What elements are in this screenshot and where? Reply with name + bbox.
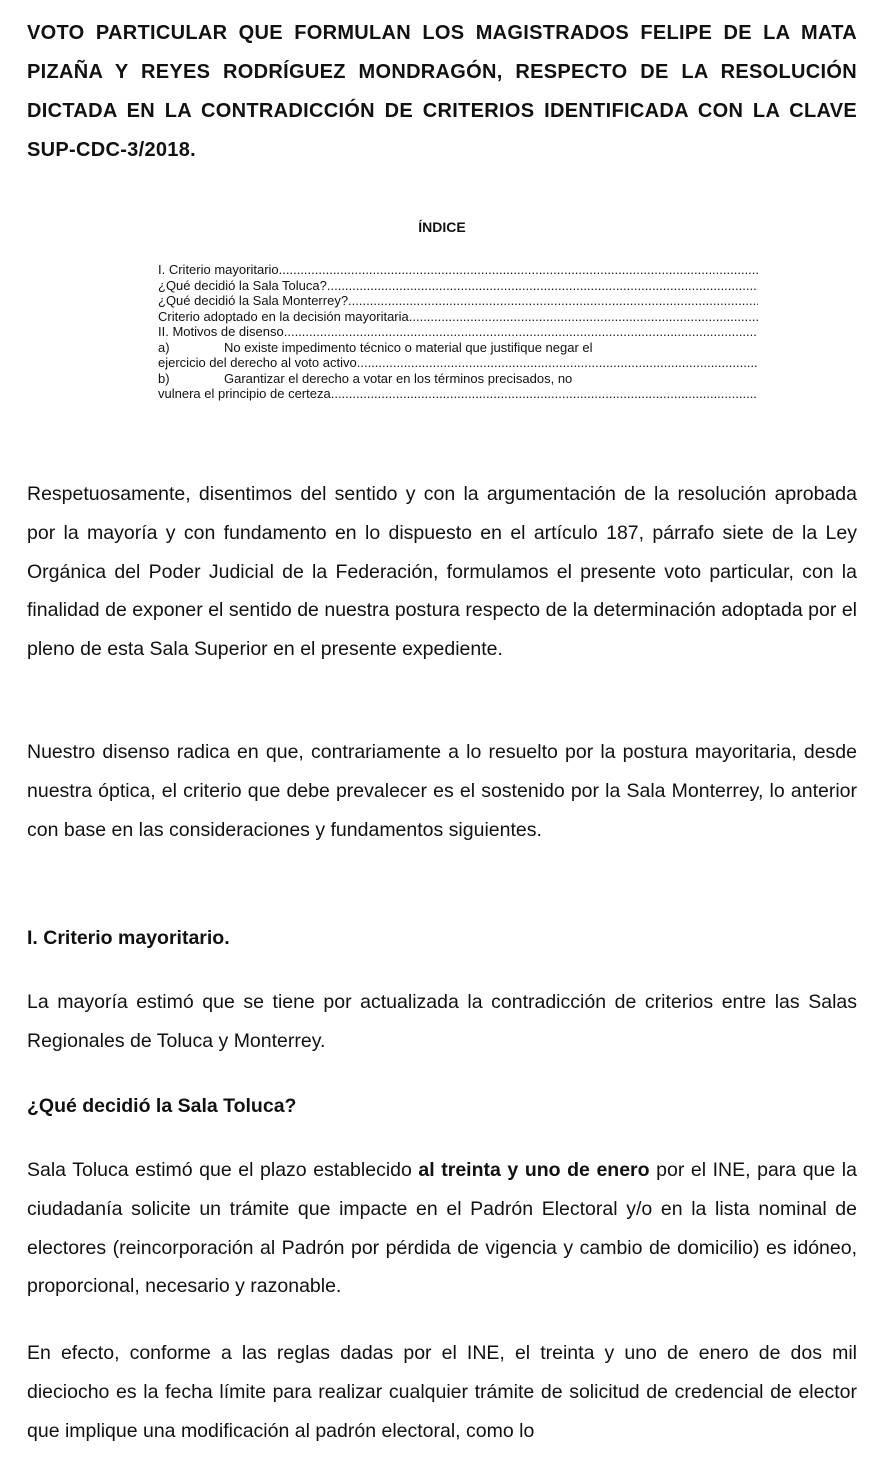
toc-entry-label: II. Motivos de disenso [158, 324, 284, 339]
toc-entry-label: ¿Qué decidió la Sala Monterrey? [158, 293, 349, 308]
toc-sub-text-continued: ejercicio del derecho al voto activo [158, 355, 357, 370]
toc-heading: ÍNDICE [418, 219, 466, 235]
toc-leader-dots [327, 278, 758, 294]
toc-entry-label: I. Criterio mayoritario [158, 262, 279, 277]
paragraph-text: por el INE, para que la ciudadanía solicite un trámite que impacte en el Padrón Electoral y/o en la lista nominal de electores (reincorporación al Padrón por pérdida de vigencia y cambio de domicilio) es idóneo, proporcional, necesario y razonable. [27, 1159, 857, 1298]
section-heading-criterio-mayoritario: I. Criterio mayoritario. [27, 927, 230, 949]
toc-entry-sala-toluca[interactable] [158, 278, 758, 294]
table-of-contents [158, 262, 758, 402]
paragraph-nuestro-disenso: Nuestro disenso radica en que, contrariamente a lo resuelto por la postura mayoritaria, desde nuestra óptica, el criterio que debe prevalecer es el sostenido por la Sala Monterrey, lo anterior con base en las consideraciones y fundamentos siguientes. [27, 741, 857, 841]
toc-entry-sala-monterrey[interactable] [158, 293, 758, 309]
toc-entry-sub-a[interactable] [158, 340, 758, 371]
paragraph-mayoria-estimo: La mayoría estimó que se tiene por actualizada la contradicción de criterios entre las Salas Regionales de Toluca y Monterrey. [27, 991, 857, 1052]
toc-entry-sub-b[interactable] [158, 371, 758, 402]
paragraph-respetuosamente: Respetuosamente, disentimos del sentido y con la argumentación de la resolución aprobada por la mayoría y con fundamento en lo dispuesto en el artículo 187, párrafo siete de la Ley Orgánica del Poder Judicial de la Federación, formulamos el presente voto particular, con la finalidad de exponer el sentido de nuestra postura respecto de la determinación adoptada por el pleno de esta Sala Superior en el presente expediente. [27, 483, 857, 661]
toc-leader-dots [409, 309, 758, 325]
paragraph-text: Sala Toluca estimó que el plazo establecido [27, 1159, 419, 1181]
toc-sub-label: b) [158, 370, 170, 386]
toc-entry-label: ¿Qué decidió la Sala Toluca? [158, 277, 327, 293]
toc-sub-label: a) [158, 339, 170, 355]
section-heading-sala-toluca: ¿Qué decidió la Sala Toluca? [27, 1095, 297, 1117]
toc-entry-criterio-mayoritario[interactable] [158, 262, 758, 278]
toc-sub-text: Garantizar el derecho a votar en los términos precisados, no [224, 370, 573, 386]
toc-leader-dots [348, 293, 758, 309]
emphasis-date: al treinta y uno de enero [418, 1159, 650, 1181]
toc-entry-motivos-disenso[interactable] [158, 324, 758, 340]
paragraph-en-efecto: En efecto, conforme a las reglas dadas por el INE, el treinta y uno de enero de dos mil dieciocho es la fecha límite para realizar cualquier trámite de solicitud de credencial de elector que implique una modificación al padrón electoral, como lo [27, 1342, 857, 1442]
toc-leader-dots [284, 324, 758, 340]
toc-entry-criterio-adoptado[interactable] [158, 309, 758, 325]
toc-sub-text: No existe impedimento técnico o material que justifique negar el [224, 339, 593, 355]
toc-sub-text-continued: vulnera el principio de certeza [158, 386, 331, 401]
toc-entry-label: Criterio adoptado en la decisión mayoritaria [158, 308, 409, 324]
toc-leader-dots [331, 386, 758, 402]
document-title: VOTO PARTICULAR QUE FORMULAN LOS MAGISTRADOS FELIPE DE LA MATA PIZAÑA Y REYES RODRÍGUEZ MONDRAGÓN, RESPECTO DE LA RESOLUCIÓN DICTADA EN LA CONTRADICCIÓN DE CRITERIOS IDENTIFICADA CON LA CLAVE SUP-CDC-3/2018. [27, 22, 857, 161]
toc-leader-dots [279, 262, 758, 278]
toc-leader-dots [357, 355, 758, 371]
paragraph-sala-toluca [27, 1151, 857, 1306]
